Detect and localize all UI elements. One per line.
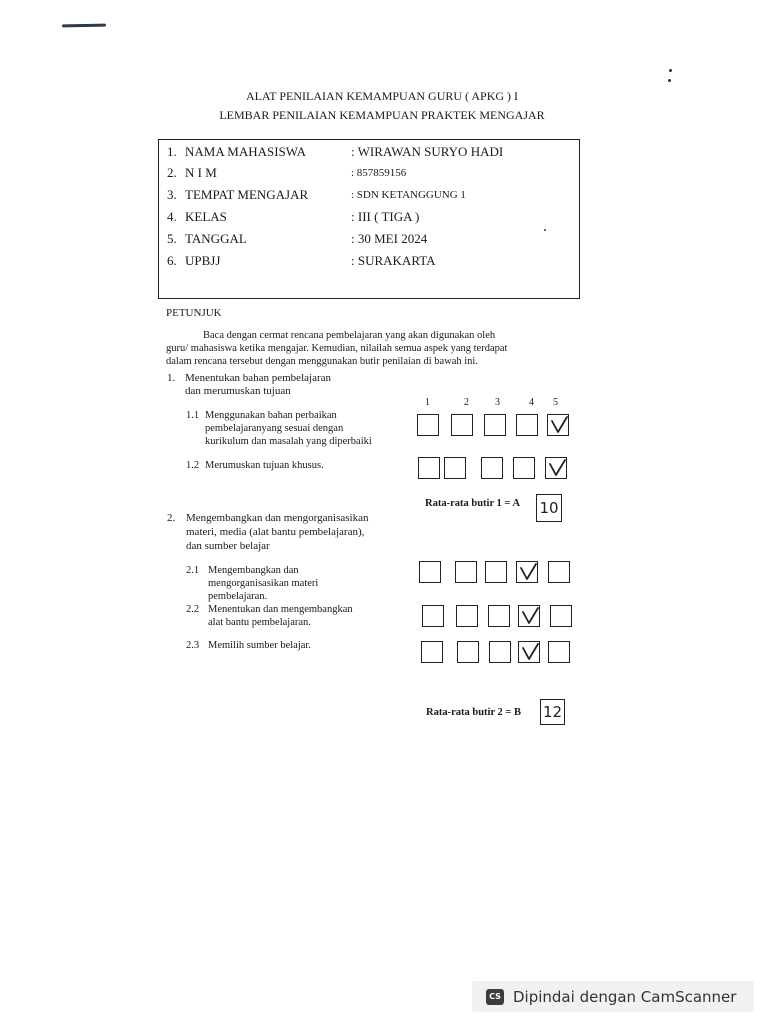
item-2-1-number: 2.1 <box>186 565 200 576</box>
rating-checkbox-2-1-score-3[interactable] <box>485 561 507 583</box>
identity-label: TEMPAT MENGAJAR <box>185 187 309 202</box>
item-1-1-text: pembelajaranyang sesuai dengan <box>205 423 344 434</box>
rating-checkbox-2-3-score-5[interactable] <box>548 641 570 663</box>
identity-row: 1. NAMA MAHASISWA <box>167 144 306 159</box>
identity-row: 2. N I M <box>167 165 217 180</box>
rating-checkbox-2-2-score-5[interactable] <box>550 605 572 627</box>
rating-checkbox-1-1-score-4[interactable] <box>516 414 538 436</box>
rating-checkbox-2-3-score-4[interactable] <box>518 641 540 663</box>
identity-label: TANGGAL <box>185 231 247 246</box>
section2-title: Mengembangkan dan mengorganisasikan <box>186 512 369 524</box>
camscanner-text: Dipindai dengan CamScanner <box>513 987 737 1006</box>
identity-value-date: : 30 MEI 2024 <box>351 231 428 246</box>
camscanner-logo-icon: CS <box>486 989 504 1005</box>
identity-row: 5. TANGGAL <box>167 231 247 246</box>
identity-row: 3. TEMPAT MENGAJAR <box>167 187 309 202</box>
rating-checkbox-1-1-score-3[interactable] <box>484 414 506 436</box>
average-2-value: 12 <box>542 703 563 721</box>
camscanner-watermark <box>472 981 754 1012</box>
item-1-2-number: 1.2 <box>186 460 200 471</box>
scale-label: 5 <box>553 397 558 408</box>
identity-value-school: : SDN KETANGGUNG 1 <box>351 189 466 201</box>
rating-checkbox-1-2-score-5[interactable] <box>545 457 567 479</box>
identity-row: 6. UPBJJ <box>167 253 221 268</box>
rating-checkbox-1-2-score-2[interactable] <box>444 457 466 479</box>
identity-value-upbjj: : SURAKARTA <box>351 253 436 268</box>
section1-title: Menentukan bahan pembelajaran <box>185 372 331 384</box>
rating-checkbox-1-2-score-1[interactable] <box>418 457 440 479</box>
rating-checkbox-1-1-score-5[interactable] <box>547 414 569 436</box>
average-2-box <box>540 699 565 725</box>
document-title: ALAT PENILAIAN KEMAMPUAN GURU ( APKG ) I <box>245 89 519 103</box>
item-1-1-text: kurikulum dan masalah yang diperbaiki <box>205 436 372 447</box>
item-1-1-number: 1.1 <box>186 410 200 421</box>
average-2-label: Rata-rata butir 2 = B <box>426 707 522 718</box>
section1-number: 1. <box>167 372 176 384</box>
scale-label: 3 <box>495 397 500 408</box>
rating-checkbox-2-1-score-1[interactable] <box>419 561 441 583</box>
rating-checkbox-2-2-score-1[interactable] <box>422 605 444 627</box>
rating-checkbox-2-2-score-2[interactable] <box>456 605 478 627</box>
identity-label: N I M <box>185 165 217 180</box>
scale-label: 2 <box>464 397 469 408</box>
instructions-line: Baca dengan cermat rencana pembelajaran yang akan digunakan oleh <box>203 330 496 341</box>
item-2-2-number: 2.2 <box>186 604 200 615</box>
checkmark-icon <box>520 641 540 663</box>
item-2-3-text: Memilih sumber belajar. <box>208 640 311 651</box>
average-1-value: 10 <box>539 499 559 517</box>
rating-checkbox-1-2-score-4[interactable] <box>513 457 535 479</box>
average-1-label: Rata-rata butir 1 = A <box>425 498 521 509</box>
average-1-box <box>536 494 562 522</box>
checkmark-icon <box>518 561 538 583</box>
scale-label: 1 <box>425 397 430 408</box>
rating-checkbox-2-1-score-2[interactable] <box>455 561 477 583</box>
item-2-1-text: pembelajaran. <box>208 591 268 602</box>
instructions-line: guru/ mahasiswa ketika mengajar. Kemudian, nilailah semua aspek yang terdapat <box>166 343 508 354</box>
rating-checkbox-2-3-score-3[interactable] <box>489 641 511 663</box>
rating-checkbox-1-1-score-2[interactable] <box>451 414 473 436</box>
item-2-1-text: Mengembangkan dan <box>208 565 299 576</box>
item-1-2-text: Merumuskan tujuan khusus. <box>205 460 324 471</box>
checkmark-icon <box>547 457 567 479</box>
section1-title: dan merumuskan tujuan <box>185 385 291 397</box>
instructions-heading: PETUNJUK <box>166 307 222 319</box>
rating-checkbox-1-2-score-3[interactable] <box>481 457 503 479</box>
item-1-1-text: Menggunakan bahan perbaikan <box>205 410 337 421</box>
item-2-3-number: 2.3 <box>186 640 200 651</box>
identity-value-nim: : 857859156 <box>351 167 407 179</box>
rating-checkbox-2-1-score-5[interactable] <box>548 561 570 583</box>
checkmark-icon <box>520 605 540 627</box>
rating-checkbox-2-1-score-4[interactable] <box>516 561 538 583</box>
rating-checkbox-2-2-score-3[interactable] <box>488 605 510 627</box>
item-2-1-text: mengorganisasikan materi <box>208 578 319 589</box>
identity-box <box>158 139 580 299</box>
checkmark-icon <box>549 414 569 436</box>
rating-checkbox-2-2-score-4[interactable] <box>518 605 540 627</box>
scale-label: 4 <box>529 397 534 408</box>
document-subtitle: LEMBAR PENILAIAN KEMAMPUAN PRAKTEK MENGAJAR <box>219 108 545 122</box>
rating-checkbox-2-3-score-1[interactable] <box>421 641 443 663</box>
identity-value-class: : III ( TIGA ) <box>351 209 420 224</box>
speck <box>669 69 672 72</box>
rating-checkbox-2-3-score-2[interactable] <box>457 641 479 663</box>
section2-title: dan sumber belajar <box>186 540 270 552</box>
identity-label: KELAS <box>185 209 227 224</box>
speck <box>668 79 671 82</box>
identity-label: UPBJJ <box>185 253 221 268</box>
section2-number: 2. <box>167 512 176 524</box>
section2-title: materi, media (alat bantu pembelajaran), <box>186 526 365 538</box>
instructions-line: dalam rencana tersebut dengan menggunakan butir penilaian di bawah ini. <box>166 356 478 367</box>
rating-checkbox-1-1-score-1[interactable] <box>417 414 439 436</box>
identity-row: 4. KELAS <box>167 209 227 224</box>
item-2-2-text: Menentukan dan mengembangkan <box>208 604 353 615</box>
identity-value-name: : WIRAWAN SURYO HADI <box>351 144 504 159</box>
item-2-2-text: alat bantu pembelajaran. <box>208 617 311 628</box>
identity-label: NAMA MAHASISWA <box>185 144 306 159</box>
